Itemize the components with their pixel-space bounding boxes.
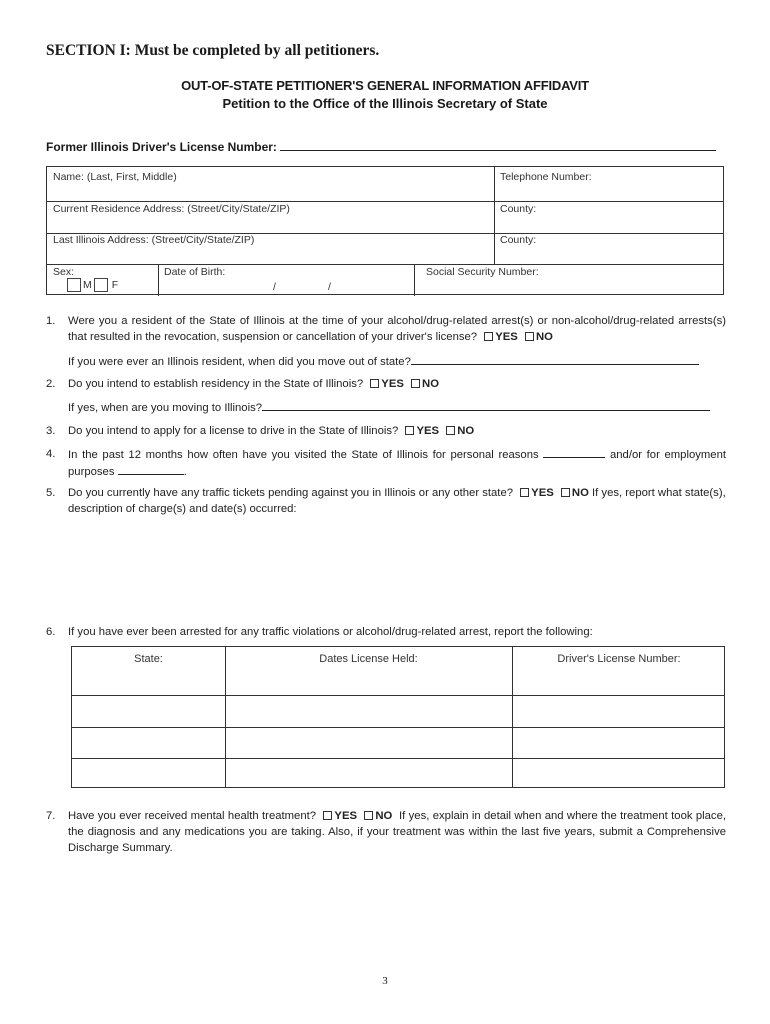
question-6 (46, 624, 726, 640)
question-text: If yes, report what state(s), description of charge(s) and date(s) occurred: (68, 487, 726, 515)
former-license-row (46, 139, 716, 154)
moving-date-field[interactable] (262, 399, 710, 411)
yes-label: YES (531, 487, 554, 499)
sex-m-checkbox[interactable] (67, 278, 81, 292)
employment-visits-field[interactable] (118, 463, 184, 475)
last-address-field[interactable]: Last Illinois Address: (Street/City/State/ZIP) (53, 234, 255, 246)
affidavit-subtitle: Petition to the Office of the Illinois Secretary of State (222, 96, 548, 111)
yes-checkbox[interactable] (323, 811, 332, 820)
column-header-dates: Dates License Held: (319, 653, 418, 665)
no-label: NO (457, 425, 475, 437)
no-checkbox[interactable] (446, 426, 455, 435)
current-county-field[interactable]: County: (500, 203, 537, 215)
affidavit-title: OUT-OF-STATE PETITIONER'S GENERAL INFORMATION AFFIDAVIT (181, 78, 589, 93)
table-divider (72, 758, 724, 759)
move-out-date-field[interactable] (411, 353, 699, 365)
question-1-followup (68, 353, 726, 368)
question-7 (46, 808, 726, 856)
question-number: 3. (46, 425, 56, 437)
table-divider (512, 647, 513, 787)
yes-label: YES (381, 378, 404, 390)
question-number: 1. (46, 315, 56, 327)
question-text: If yes, explain in detail when and where the treatment took place, the diagnosis and any medications you are taking. Also, if your treatment was within the last five years, submit a Comprehensive Discharge Summary. (68, 810, 727, 854)
no-checkbox[interactable] (411, 379, 420, 388)
no-checkbox[interactable] (364, 811, 373, 820)
section-title: SECTION I: Must be completed by all petitioners. (46, 42, 380, 59)
question-text: and/or for employment purposes (68, 449, 727, 478)
table-divider (72, 727, 724, 728)
question-number: 6. (46, 626, 56, 638)
name-field[interactable]: Name: (Last, First, Middle) (53, 171, 177, 183)
no-checkbox[interactable] (561, 488, 570, 497)
table-divider (47, 264, 723, 265)
question-number: 5. (46, 487, 56, 499)
ssn-field[interactable]: Social Security Number: (426, 266, 539, 278)
question-text: If you have ever been arrested for any traffic violations or alcohol/drug-related arrest, report the following: (68, 626, 593, 638)
yes-label: YES (334, 810, 358, 822)
no-label: NO (422, 378, 439, 390)
question-4: 4. In the past 12 months how often have you visited the State of Illinois for personal reasons and/or for employment purposes . (46, 448, 727, 478)
yes-label: YES (416, 425, 440, 437)
current-address-field[interactable]: Current Residence Address: (Street/City/State/ZIP) (53, 203, 290, 215)
column-header-state: State: (134, 653, 163, 665)
telephone-field[interactable]: Telephone Number: (500, 171, 592, 183)
former-license-field[interactable] (280, 139, 716, 151)
followup-text: If yes, when are you moving to Illinois? (68, 402, 263, 414)
yes-checkbox[interactable] (520, 488, 529, 497)
question-text: Were you a resident of the State of Illinois at the time of your alcohol/drug-related arrest(s) or non-alcohol/drug-related arrests(s) that resulted in the revocation, suspension or cancellation of your driver's license? (68, 315, 726, 343)
question-1 (46, 313, 726, 345)
sex-m-label: M (83, 278, 92, 291)
last-county-field[interactable]: County: (500, 234, 537, 246)
followup-text: If you were ever an Illinois resident, when did you move out of state? (68, 356, 411, 368)
no-label: NO (375, 810, 393, 822)
table-divider (158, 264, 159, 296)
question-2-followup (68, 399, 726, 414)
table-divider (47, 201, 723, 202)
dob-label: Date of Birth: (164, 266, 226, 278)
yes-checkbox[interactable] (484, 332, 493, 341)
no-label: NO (571, 487, 589, 499)
question-text: Do you currently have any traffic tickets pending against you in Illinois or any other state? (68, 487, 514, 499)
question-5 (46, 485, 726, 517)
sex-f-checkbox[interactable] (94, 278, 108, 292)
arrest-table (71, 646, 725, 788)
sex-options (67, 278, 118, 292)
question-text: Do you intend to apply for a license to drive in the State of Illinois? (68, 425, 399, 437)
table-divider (414, 264, 415, 296)
sex-label: Sex: (53, 266, 75, 278)
dob-separator: / (273, 281, 276, 293)
former-license-label: Former Illinois Driver's License Number: (46, 140, 277, 154)
question-3 (46, 423, 726, 439)
sex-f-label: F (111, 278, 119, 291)
yes-checkbox[interactable] (405, 426, 414, 435)
yes-label: YES (495, 331, 518, 343)
page-number: 3 (382, 975, 388, 987)
dob-separator: / (328, 281, 331, 293)
yes-checkbox[interactable] (370, 379, 379, 388)
no-checkbox[interactable] (525, 332, 534, 341)
question-text: Have you ever received mental health treatment? (68, 810, 317, 822)
personal-info-table (46, 166, 724, 295)
table-divider (494, 167, 495, 264)
table-divider (225, 647, 226, 787)
question-text: Do you intend to establish residency in the State of Illinois? (68, 378, 364, 390)
table-divider (72, 695, 724, 696)
personal-visits-field[interactable] (543, 446, 605, 458)
column-header-license: Driver's License Number: (557, 653, 681, 665)
question-number: 7. (46, 810, 56, 822)
question-2 (46, 376, 726, 392)
question-text: In the past 12 months how often have you visited the State of Illinois for personal reasons (68, 449, 539, 461)
question-number: 2. (46, 378, 56, 390)
no-label: NO (535, 331, 553, 343)
question-number: 4. (46, 448, 56, 460)
